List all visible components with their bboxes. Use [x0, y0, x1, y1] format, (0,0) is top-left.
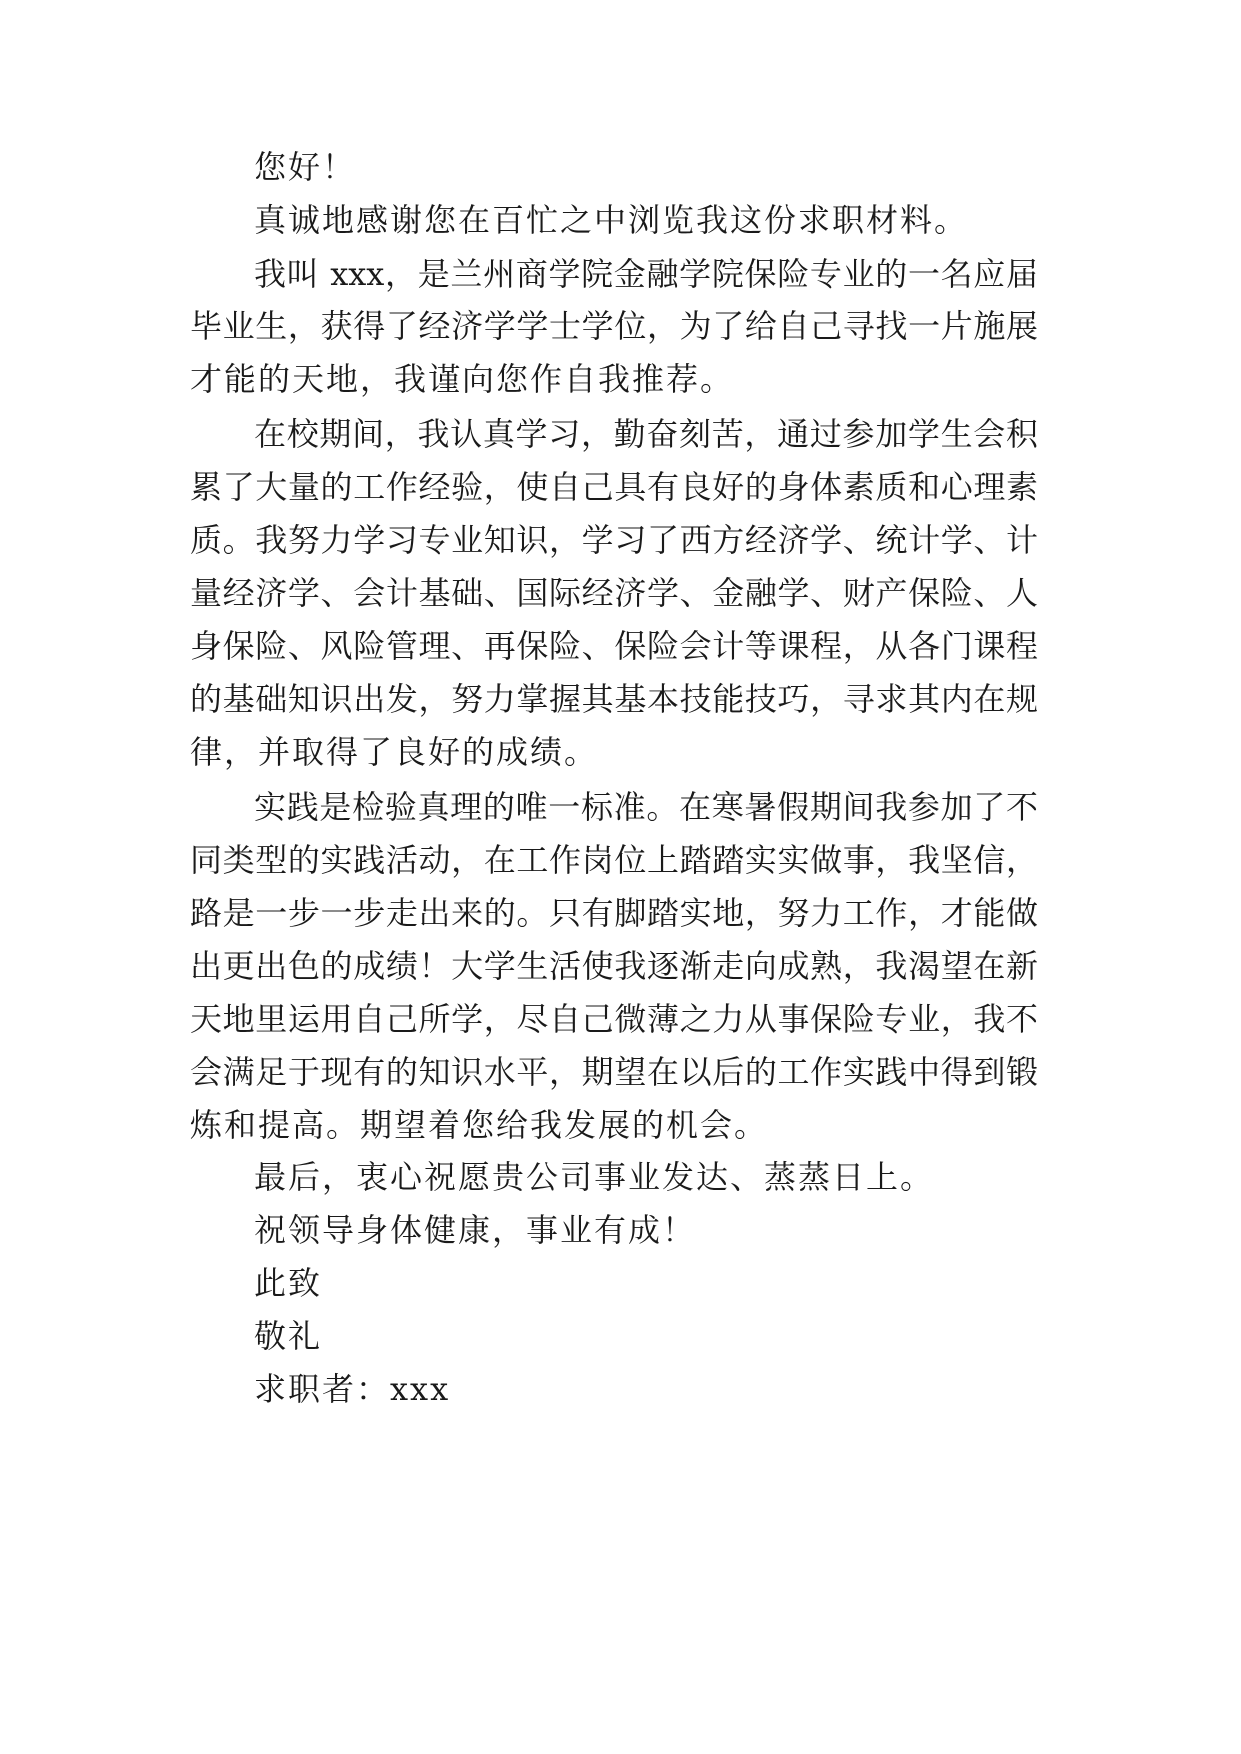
- paragraph-practice-line: 会满足于现有的知识水平，期望在以后的工作实践中得到锻: [190, 1053, 1038, 1091]
- closing-line: 最后，衷心祝愿贵公司事业发达、蒸蒸日上。: [254, 1158, 935, 1196]
- paragraph-practice-line: 出更出色的成绩！大学生活使我逐渐走向成熟，我渴望在新: [190, 947, 1038, 985]
- paragraph-study-line: 律，并取得了良好的成绩。: [190, 733, 599, 771]
- paragraph-practice-line: 实践是检验真理的唯一标准。在寒暑假期间我参加了不: [254, 788, 1038, 826]
- paragraph-study-line: 量经济学、会计基础、国际经济学、金融学、财产保险、人: [190, 574, 1038, 612]
- paragraph-intro-line: 我叫 xxx，是兰州商学院金融学院保险专业的一名应届: [254, 255, 1038, 293]
- salutation-line: 敬礼: [254, 1317, 323, 1355]
- paragraph-intro-line: 毕业生，获得了经济学学士学位，为了给自己寻找一片施展: [190, 307, 1038, 345]
- paragraph-study-line: 在校期间，我认真学习，勤奋刻苦，通过参加学生会积: [254, 415, 1038, 453]
- paragraph-study-line: 的基础知识出发，努力掌握其基本技能技巧，寻求其内在规: [190, 680, 1038, 718]
- paragraph-practice-line: 同类型的实践活动，在工作岗位上踏踏实实做事，我坚信，: [190, 841, 1038, 879]
- wish-line: 祝领导身体健康，事业有成！: [254, 1211, 697, 1249]
- paragraph-practice-line: 天地里运用自己所学，尽自己微薄之力从事保险专业，我不: [190, 1000, 1038, 1038]
- paragraph-study-line: 质。我努力学习专业知识，学习了西方经济学、统计学、计: [190, 521, 1038, 559]
- paragraph-study-line: 累了大量的工作经验，使自己具有良好的身体素质和心理素: [190, 468, 1038, 506]
- greeting: 您好！: [254, 148, 357, 186]
- paragraph-study-line: 身保险、风险管理、再保险、保险会计等课程，从各门课程: [190, 627, 1038, 665]
- thanks-line: 真诚地感谢您在百忙之中浏览我这份求职材料。: [254, 201, 969, 239]
- salutation-line: 此致: [254, 1264, 323, 1302]
- paragraph-practice-line: 路是一步一步走出来的。只有脚踏实地，努力工作，才能做: [190, 894, 1038, 932]
- paragraph-intro-line: 才能的天地，我谨向您作自我推荐。: [190, 360, 735, 398]
- signature-line: 求职者：xxx: [254, 1370, 451, 1408]
- paragraph-practice-line: 炼和提高。期望着您给我发展的机会。: [190, 1106, 769, 1144]
